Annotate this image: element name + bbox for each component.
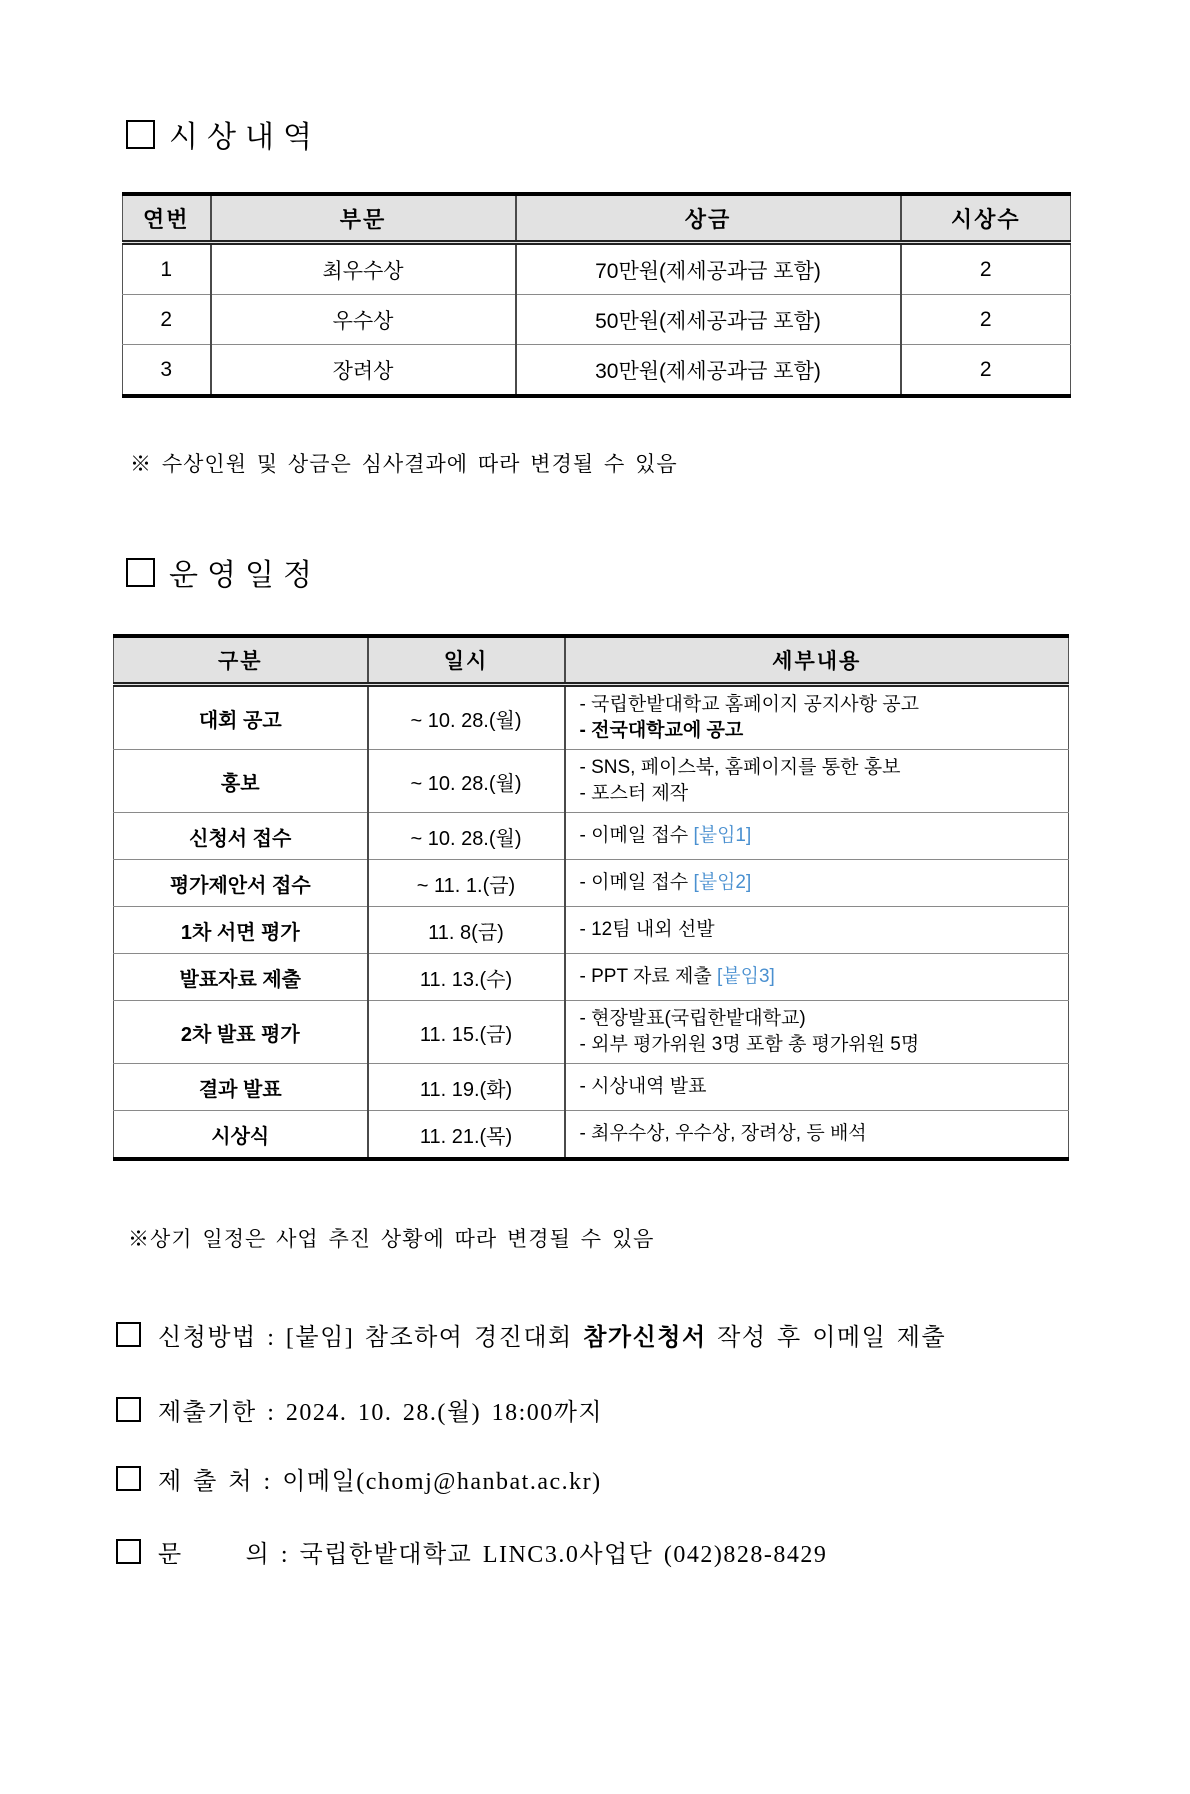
schedule-category-cell: 1차 서면 평가: [114, 907, 368, 954]
schedule-detail-line: - 12팀 내외 선발: [579, 919, 715, 940]
awards-header-cell: 부문: [211, 194, 516, 243]
schedule-category-cell: 대회 공고: [198, 709, 282, 732]
schedule-header-row: [114, 636, 1069, 685]
awards-table: [122, 192, 1071, 398]
schedule-table-head: [114, 636, 1069, 685]
schedule-row: [114, 750, 1069, 813]
schedule-section-title: 운영일정: [169, 559, 321, 592]
schedule-detail-line: - 시상내역 발표: [579, 1076, 707, 1097]
schedule-date-cell: 11. 13.(수): [368, 954, 565, 1001]
schedule-detail-line: - 국립한밭대학교 홈페이지 공지사항 공고: [579, 694, 919, 715]
awards-table-body: [123, 243, 1071, 397]
schedule-date-cell: 11. 8(금): [368, 907, 565, 954]
awards-section-title: 시상내역: [169, 121, 321, 154]
schedule-details-cell: [565, 907, 1069, 954]
schedule-detail-line: - SNS, 페이스북, 홈페이지를 통한 홍보: [579, 757, 901, 778]
checkbox-square-icon: [116, 1539, 141, 1564]
footer-item-submit-to: [116, 1461, 1190, 1496]
schedule-details-cell: [565, 1064, 1069, 1111]
awards-table-head: [123, 194, 1071, 243]
footer-item-deadline: [116, 1392, 1190, 1427]
schedule-row: [114, 954, 1069, 1001]
schedule-date-cell: 11. 21.(목): [368, 1111, 565, 1160]
schedule-date-cell: ~ 10. 28.(월): [368, 685, 565, 750]
awards-note: ※ 수상인원 및 상금은 심사결과에 따라 변경될 수 있음: [130, 453, 678, 476]
schedule-table: [113, 634, 1069, 1161]
schedule-date-cell: 11. 19.(화): [368, 1064, 565, 1111]
checkbox-square-icon: [126, 558, 155, 587]
schedule-date-cell: 11. 15.(금): [368, 1001, 565, 1064]
footer-segment: 신청방법 : [붙임] 참조하여 경진대회: [158, 1325, 584, 1351]
checkbox-square-icon: [126, 120, 155, 149]
checkbox-square-icon: [116, 1466, 141, 1491]
schedule-detail-line: - 포스터 제작: [579, 783, 689, 804]
footer-segment: 참가신청서: [583, 1325, 707, 1351]
awards-prize-cell: 50만원(제세공과금 포함): [516, 295, 901, 345]
attachment-link[interactable]: [붙임3]: [716, 966, 775, 987]
footer-segment: 제 출 처 : 이메일(chomj@hanbat.ac.kr): [158, 1469, 602, 1495]
awards-category-cell: 장려상: [211, 345, 516, 397]
schedule-details-cell: [565, 860, 1069, 907]
schedule-date-cell: ~ 11. 1.(금): [368, 860, 565, 907]
footer-text: [158, 1534, 827, 1569]
schedule-table-body: [114, 685, 1069, 1160]
schedule-details-cell: [565, 954, 1069, 1001]
schedule-details-cell: [565, 813, 1069, 860]
awards-prize-cell: 30만원(제세공과금 포함): [516, 345, 901, 397]
awards-header-row: [123, 194, 1071, 243]
checkbox-square-icon: [116, 1397, 141, 1422]
schedule-details-cell: [565, 750, 1069, 813]
awards-count-cell: 2: [901, 345, 1071, 397]
schedule-detail-line: - 이메일 접수 [붙임1]: [579, 825, 752, 846]
awards-header-cell: 시상수: [901, 194, 1071, 243]
footer-segment: 문 의 : 국립한밭대학교 LINC3.0사업단 (042)828-8429: [158, 1542, 828, 1568]
footer-segment: 작성 후 이메일 제출: [706, 1325, 947, 1351]
schedule-details-cell: [565, 1001, 1069, 1064]
awards-category-cell: 최우수상: [211, 243, 516, 295]
schedule-category-cell: 평가제안서 접수: [114, 860, 368, 907]
awards-prize-cell: 70만원(제세공과금 포함): [516, 243, 901, 295]
awards-header-cell: 상금: [516, 194, 901, 243]
schedule-header-cell: 세부내용: [565, 636, 1069, 685]
footer-text: [158, 1392, 603, 1427]
awards-header-cell: 연번: [123, 194, 211, 243]
awards-count-cell: 2: [901, 295, 1071, 345]
schedule-detail-line: - 전국대학교에 공고: [579, 720, 744, 741]
section-heading-awards: [126, 112, 1190, 156]
schedule-detail-line: - 최우수상, 우수상, 장려상, 등 배석: [579, 1123, 867, 1144]
awards-no-cell: 2: [123, 295, 211, 345]
schedule-note: ※상기 일정은 사업 추진 상황에 따라 변경될 수 있음: [128, 1228, 655, 1251]
footer-segment: 제출기한 : 2024. 10. 28.(월) 18:00까지: [158, 1400, 604, 1426]
schedule-row: [114, 685, 1069, 750]
schedule-detail-line: - 외부 평가위원 3명 포함 총 평가위원 5명: [579, 1034, 920, 1055]
awards-count-cell: 2: [901, 243, 1071, 295]
schedule-row: [114, 1111, 1069, 1160]
schedule-details-cell: [565, 685, 1069, 750]
schedule-row: [114, 1001, 1069, 1064]
awards-row: [123, 345, 1071, 397]
attachment-link[interactable]: [붙임1]: [693, 825, 752, 846]
schedule-details-cell: [565, 1111, 1069, 1160]
schedule-header-cell: 일시: [368, 636, 565, 685]
schedule-header-cell: 구분: [114, 636, 368, 685]
footer-text: [158, 1461, 602, 1496]
schedule-category-cell: 발표자료 제출: [114, 954, 368, 1001]
schedule-row: [114, 1064, 1069, 1111]
awards-no-cell: 1: [160, 257, 173, 281]
attachment-link[interactable]: [붙임2]: [693, 872, 752, 893]
schedule-row: [114, 813, 1069, 860]
schedule-row: [114, 907, 1069, 954]
schedule-row: [114, 860, 1069, 907]
schedule-detail-line: - PPT 자료 제출 [붙임3]: [579, 966, 775, 987]
schedule-detail-line: - 현장발표(국립한밭대학교): [579, 1008, 806, 1029]
footer-item-contact: [116, 1534, 1190, 1569]
schedule-category-cell: 시상식: [114, 1111, 368, 1160]
awards-row: [123, 243, 1071, 295]
document-page: [0, 112, 1190, 1569]
schedule-category-cell: 2차 발표 평가: [114, 1001, 368, 1064]
awards-row: [123, 295, 1071, 345]
section-heading-schedule: [126, 550, 1190, 594]
schedule-date-cell: ~ 10. 28.(월): [368, 750, 565, 813]
checkbox-square-icon: [116, 1322, 141, 1347]
footer-text: [158, 1317, 946, 1352]
schedule-category-cell: 홍보: [114, 750, 368, 813]
schedule-date-cell: ~ 10. 28.(월): [368, 813, 565, 860]
schedule-detail-line: - 이메일 접수 [붙임2]: [579, 872, 752, 893]
footer-info: [0, 1317, 1190, 1569]
schedule-category-cell: 결과 발표: [114, 1064, 368, 1111]
awards-category-cell: 우수상: [211, 295, 516, 345]
schedule-category-cell: 신청서 접수: [114, 813, 368, 860]
awards-no-cell: 3: [123, 345, 211, 397]
footer-item-application-method: [116, 1317, 1190, 1352]
